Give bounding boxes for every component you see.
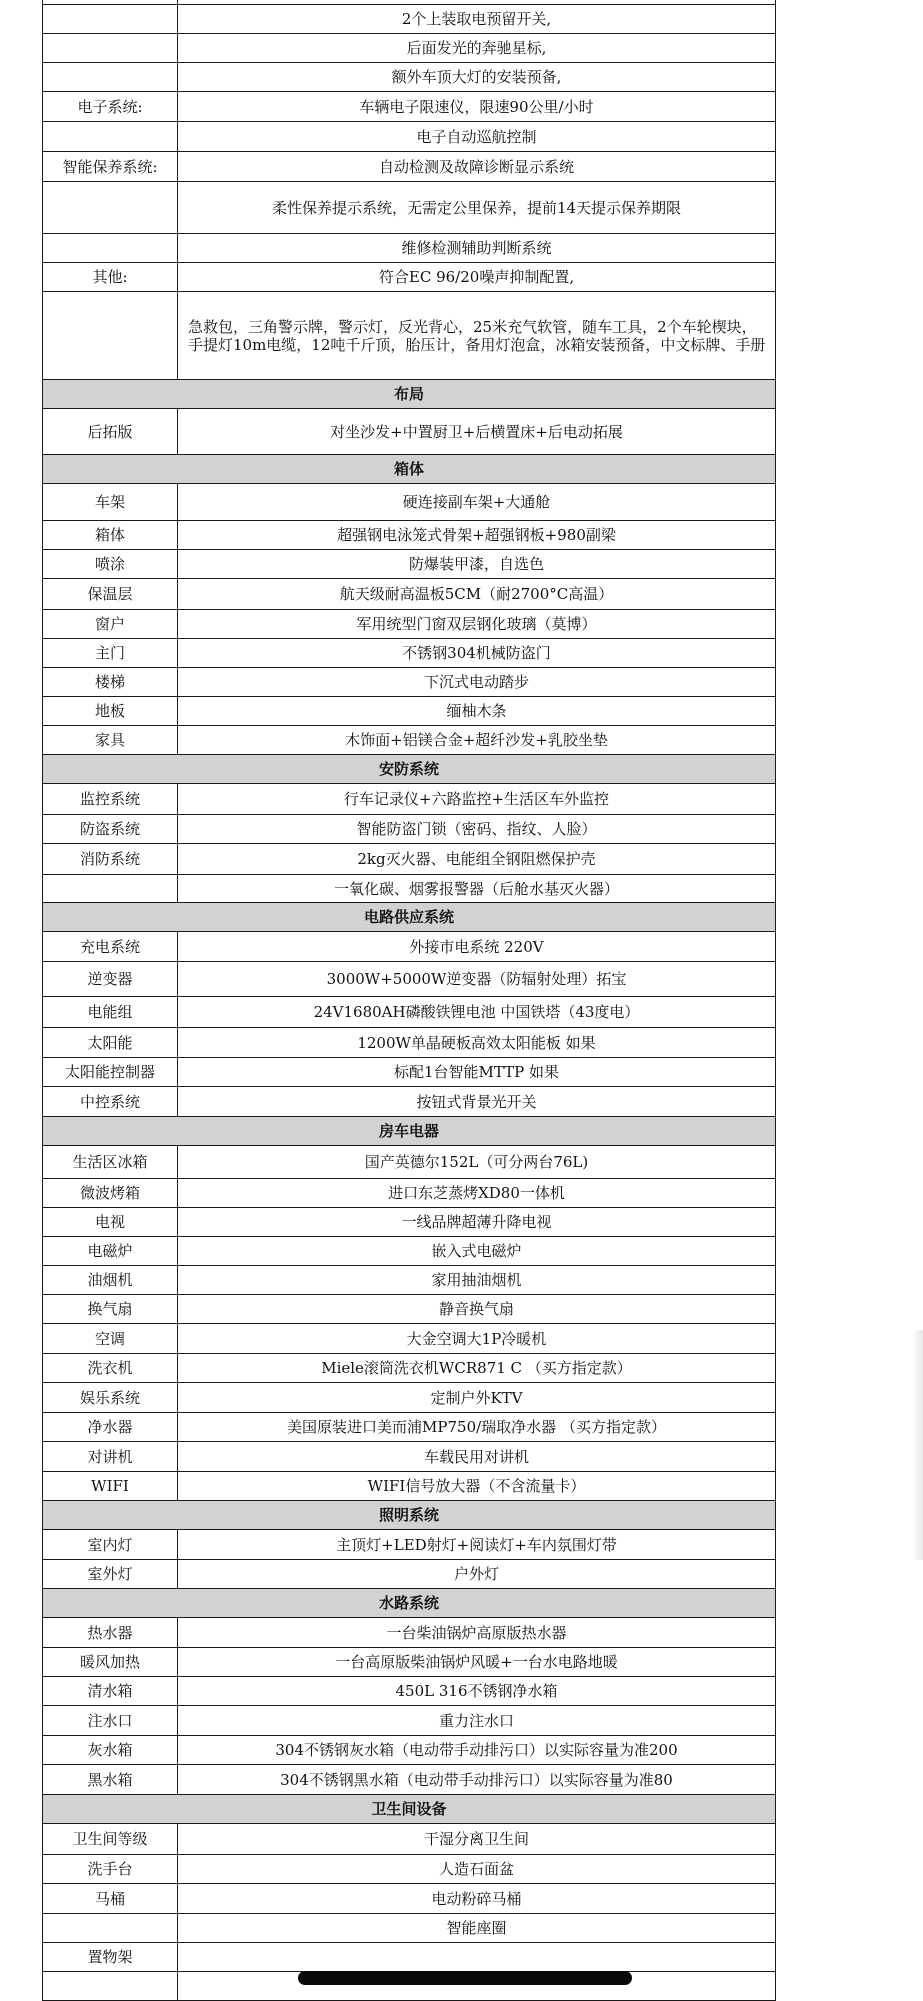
row-value: 车辆电子限速仪，限速90公里/小时 bbox=[178, 92, 776, 122]
row-value: 智能座圈 bbox=[178, 1914, 776, 1943]
table-row bbox=[43, 63, 776, 92]
row-label: 对讲机 bbox=[43, 1442, 178, 1472]
row-value: 户外灯 bbox=[178, 1560, 776, 1589]
row-label: 注水口 bbox=[43, 1706, 178, 1736]
section-header-row bbox=[43, 380, 776, 409]
row-label: 灰水箱 bbox=[43, 1736, 178, 1765]
row-value: 一台柴油锅炉高原版热水器 bbox=[178, 1618, 776, 1648]
table-row bbox=[43, 1266, 776, 1295]
row-label: 空调 bbox=[43, 1324, 178, 1354]
row-label: 电能组 bbox=[43, 997, 178, 1028]
table-row bbox=[43, 1530, 776, 1560]
section-title: 照明系统 bbox=[43, 1501, 776, 1530]
row-label: 清水箱 bbox=[43, 1677, 178, 1706]
row-value: 3000W+5000W逆变器（防辐射处理）拓宝 bbox=[178, 962, 776, 997]
table-row bbox=[43, 1943, 776, 1972]
row-label bbox=[43, 875, 178, 903]
row-value: 2kg灭火器、电能组全钢阻燃保护壳 bbox=[178, 844, 776, 875]
row-label: 主门 bbox=[43, 639, 178, 668]
row-value: 对坐沙发+中置厨卫+后横置床+后电动拓展 bbox=[178, 409, 776, 455]
row-label: 净水器 bbox=[43, 1413, 178, 1442]
row-value: 后面发光的奔驰星标, bbox=[178, 34, 776, 63]
row-label bbox=[43, 234, 178, 263]
row-value: 重力注水口 bbox=[178, 1706, 776, 1736]
table-row bbox=[43, 182, 776, 234]
row-value bbox=[178, 1943, 776, 1972]
row-label: 车架 bbox=[43, 484, 178, 521]
row-value: 电动粉碎马桶 bbox=[178, 1884, 776, 1914]
row-value: 国产英德尔152L（可分两台76L) bbox=[178, 1146, 776, 1179]
table-row bbox=[43, 1324, 776, 1354]
table-row bbox=[43, 1413, 776, 1442]
row-value: 维修检测辅助判断系统 bbox=[178, 234, 776, 263]
row-value: 符合EC 96/20噪声抑制配置, bbox=[178, 263, 776, 292]
row-label: 室内灯 bbox=[43, 1530, 178, 1560]
row-value: 304不锈钢灰水箱（电动带手动排污口）以实际容量为准200 bbox=[178, 1736, 776, 1765]
table-row bbox=[43, 639, 776, 668]
table-row bbox=[43, 668, 776, 697]
table-row bbox=[43, 610, 776, 639]
table-row bbox=[43, 1208, 776, 1237]
table-row bbox=[43, 484, 776, 521]
row-value: 防爆装甲漆，自选色 bbox=[178, 550, 776, 579]
row-label bbox=[43, 5, 178, 34]
table-row bbox=[43, 1354, 776, 1383]
row-label: 微波烤箱 bbox=[43, 1179, 178, 1208]
row-value: WIFI信号放大器（不含流量卡） bbox=[178, 1472, 776, 1501]
row-value: 电子自动巡航控制 bbox=[178, 122, 776, 152]
row-value: 按钮式背景光开关 bbox=[178, 1087, 776, 1117]
table-row bbox=[43, 152, 776, 182]
row-label bbox=[43, 34, 178, 63]
row-value: 标配1台智能MTTP 如果 bbox=[178, 1058, 776, 1087]
row-label bbox=[43, 63, 178, 92]
row-label: 热水器 bbox=[43, 1618, 178, 1648]
table-row bbox=[43, 550, 776, 579]
row-value: 人造石面盆 bbox=[178, 1855, 776, 1884]
row-value: 静音换气扇 bbox=[178, 1295, 776, 1324]
row-label bbox=[43, 1972, 178, 2001]
row-value: 木饰面+铝镁合金+超纤沙发+乳胶坐垫 bbox=[178, 726, 776, 755]
section-title: 箱体 bbox=[43, 455, 776, 484]
table-row bbox=[43, 1028, 776, 1058]
row-label: 卫生间等级 bbox=[43, 1824, 178, 1855]
section-header-row bbox=[43, 1589, 776, 1618]
row-label bbox=[43, 122, 178, 152]
row-label: 洗衣机 bbox=[43, 1354, 178, 1383]
table-row bbox=[43, 1914, 776, 1943]
row-value: 自动检测及故障诊断显示系统 bbox=[178, 152, 776, 182]
table-row bbox=[43, 263, 776, 292]
row-value: 不锈钢304机械防盗门 bbox=[178, 639, 776, 668]
row-label: 防盗系统 bbox=[43, 815, 178, 844]
table-row bbox=[43, 875, 776, 903]
row-label: 中控系统 bbox=[43, 1087, 178, 1117]
section-title: 水路系统 bbox=[43, 1589, 776, 1618]
row-label: 保温层 bbox=[43, 579, 178, 610]
row-value: 24V1680AH磷酸铁锂电池 中国铁塔（43度电） bbox=[178, 997, 776, 1028]
row-label: 楼梯 bbox=[43, 668, 178, 697]
section-header-row bbox=[43, 1795, 776, 1824]
row-label: 电视 bbox=[43, 1208, 178, 1237]
table-row bbox=[43, 726, 776, 755]
table-row bbox=[43, 1677, 776, 1706]
row-value: 智能防盗门锁（密码、指纹、人脸） bbox=[178, 815, 776, 844]
row-label: 室外灯 bbox=[43, 1560, 178, 1589]
row-label: 箱体 bbox=[43, 521, 178, 550]
row-label: 马桶 bbox=[43, 1884, 178, 1914]
table-row bbox=[43, 697, 776, 726]
row-label: 地板 bbox=[43, 697, 178, 726]
row-value: 主顶灯+LED射灯+阅读灯+车内氛围灯带 bbox=[178, 1530, 776, 1560]
row-value: 家用抽油烟机 bbox=[178, 1266, 776, 1295]
row-label bbox=[43, 1914, 178, 1943]
table-row bbox=[43, 1383, 776, 1413]
row-label: 电子系统: bbox=[43, 92, 178, 122]
row-value: 1200W单晶硬板高效太阳能板 如果 bbox=[178, 1028, 776, 1058]
table-row bbox=[43, 1618, 776, 1648]
table-row bbox=[43, 521, 776, 550]
table-row bbox=[43, 1442, 776, 1472]
section-header-row bbox=[43, 455, 776, 484]
row-value: 大金空调大1P冷暖机 bbox=[178, 1324, 776, 1354]
table-row bbox=[43, 1824, 776, 1855]
row-value: 一氧化碳、烟雾报警器（后舱水基灭火器） bbox=[178, 875, 776, 903]
row-value: 急救包，三角警示牌，警示灯，反光背心，25米充气软管，随车工具，2个车轮楔块，手提灯10m电缆，12吨千斤顶，胎压计，备用灯泡盒，冰箱安装预备，中文标牌、手册 bbox=[178, 292, 776, 380]
row-label: 生活区冰箱 bbox=[43, 1146, 178, 1179]
row-value: 一台高原版柴油锅炉风暖+一台水电路地暖 bbox=[178, 1648, 776, 1677]
row-label: 喷涂 bbox=[43, 550, 178, 579]
table-row bbox=[43, 844, 776, 875]
section-title: 房车电器 bbox=[43, 1117, 776, 1146]
table-row bbox=[43, 1560, 776, 1589]
row-value: 进口东芝蒸烤XD80一体机 bbox=[178, 1179, 776, 1208]
section-title: 卫生间设备 bbox=[43, 1795, 776, 1824]
row-value: 一线品牌超薄升降电视 bbox=[178, 1208, 776, 1237]
section-title: 布局 bbox=[43, 380, 776, 409]
table-row bbox=[43, 92, 776, 122]
row-value: 2个上装取电预留开关, bbox=[178, 5, 776, 34]
row-value: 干湿分离卫生间 bbox=[178, 1824, 776, 1855]
row-value: 缅柚木条 bbox=[178, 697, 776, 726]
row-label: 其他: bbox=[43, 263, 178, 292]
table-row bbox=[43, 1706, 776, 1736]
row-value: 304不锈钢黑水箱（电动带手动排污口）以实际容量为准80 bbox=[178, 1765, 776, 1795]
row-value: 450L 316不锈钢净水箱 bbox=[178, 1677, 776, 1706]
row-label bbox=[43, 292, 178, 380]
row-label: 太阳能 bbox=[43, 1028, 178, 1058]
row-label: 窗户 bbox=[43, 610, 178, 639]
table-row bbox=[43, 1736, 776, 1765]
home-indicator-bar[interactable] bbox=[298, 1971, 632, 1985]
row-label: 换气扇 bbox=[43, 1295, 178, 1324]
row-value: 额外车顶大灯的安装预备, bbox=[178, 63, 776, 92]
spec-table bbox=[42, 0, 776, 2001]
table-row bbox=[43, 1765, 776, 1795]
row-label: 后拓版 bbox=[43, 409, 178, 455]
row-label: 智能保养系统: bbox=[43, 152, 178, 182]
row-value: 超强钢电泳笼式骨架+超强钢板+980副梁 bbox=[178, 521, 776, 550]
section-title: 电路供应系统 bbox=[43, 903, 776, 932]
row-label: 黑水箱 bbox=[43, 1765, 178, 1795]
table-row bbox=[43, 1146, 776, 1179]
row-label: 暖风加热 bbox=[43, 1648, 178, 1677]
row-label: 充电系统 bbox=[43, 932, 178, 962]
table-row bbox=[43, 1058, 776, 1087]
table-row bbox=[43, 292, 776, 380]
row-value: 航天级耐高温板5CM（耐2700°C高温） bbox=[178, 579, 776, 610]
row-label: 电磁炉 bbox=[43, 1237, 178, 1266]
row-label: 消防系统 bbox=[43, 844, 178, 875]
table-row bbox=[43, 234, 776, 263]
row-value: 外接市电系统 220V bbox=[178, 932, 776, 962]
row-label: 洗手台 bbox=[43, 1855, 178, 1884]
row-value: 硬连接副车架+大通舱 bbox=[178, 484, 776, 521]
table-row bbox=[43, 1087, 776, 1117]
table-row bbox=[43, 1472, 776, 1501]
table-row bbox=[43, 5, 776, 34]
row-label: 置物架 bbox=[43, 1943, 178, 1972]
section-header-row bbox=[43, 1117, 776, 1146]
row-value: 行车记录仪+六路监控+生活区车外监控 bbox=[178, 784, 776, 815]
table-row bbox=[43, 579, 776, 610]
section-header-row bbox=[43, 1501, 776, 1530]
table-row bbox=[43, 1295, 776, 1324]
table-row bbox=[43, 122, 776, 152]
row-value: 嵌入式电磁炉 bbox=[178, 1237, 776, 1266]
page-edge-shadow bbox=[912, 1330, 923, 1560]
table-row bbox=[43, 784, 776, 815]
section-title: 安防系统 bbox=[43, 755, 776, 784]
row-label bbox=[43, 182, 178, 234]
row-value: Miele滚筒洗衣机WCR871 C （买方指定款） bbox=[178, 1354, 776, 1383]
table-row bbox=[43, 1237, 776, 1266]
row-label: 家具 bbox=[43, 726, 178, 755]
table-row bbox=[43, 1855, 776, 1884]
row-label: 监控系统 bbox=[43, 784, 178, 815]
table-row bbox=[43, 1884, 776, 1914]
table-row bbox=[43, 932, 776, 962]
row-label: 油烟机 bbox=[43, 1266, 178, 1295]
row-label: 娱乐系统 bbox=[43, 1383, 178, 1413]
row-value: 柔性保养提示系统，无需定公里保养，提前14天提示保养期限 bbox=[178, 182, 776, 234]
section-header-row bbox=[43, 903, 776, 932]
table-row bbox=[43, 409, 776, 455]
row-value: 美国原装进口美而浦MP750/瑞取净水器 （买方指定款） bbox=[178, 1413, 776, 1442]
table-row bbox=[43, 997, 776, 1028]
row-value: 军用统型门窗双层钢化玻璃（莫博） bbox=[178, 610, 776, 639]
row-value: 车载民用对讲机 bbox=[178, 1442, 776, 1472]
row-label: WIFI bbox=[43, 1472, 178, 1501]
table-row bbox=[43, 1648, 776, 1677]
table-row bbox=[43, 815, 776, 844]
row-value: 下沉式电动踏步 bbox=[178, 668, 776, 697]
row-value: 定制户外KTV bbox=[178, 1383, 776, 1413]
row-label: 太阳能控制器 bbox=[43, 1058, 178, 1087]
section-header-row bbox=[43, 755, 776, 784]
table-row bbox=[43, 962, 776, 997]
table-row bbox=[43, 34, 776, 63]
spec-table-body bbox=[43, 0, 776, 2001]
table-row bbox=[43, 1179, 776, 1208]
row-label: 逆变器 bbox=[43, 962, 178, 997]
